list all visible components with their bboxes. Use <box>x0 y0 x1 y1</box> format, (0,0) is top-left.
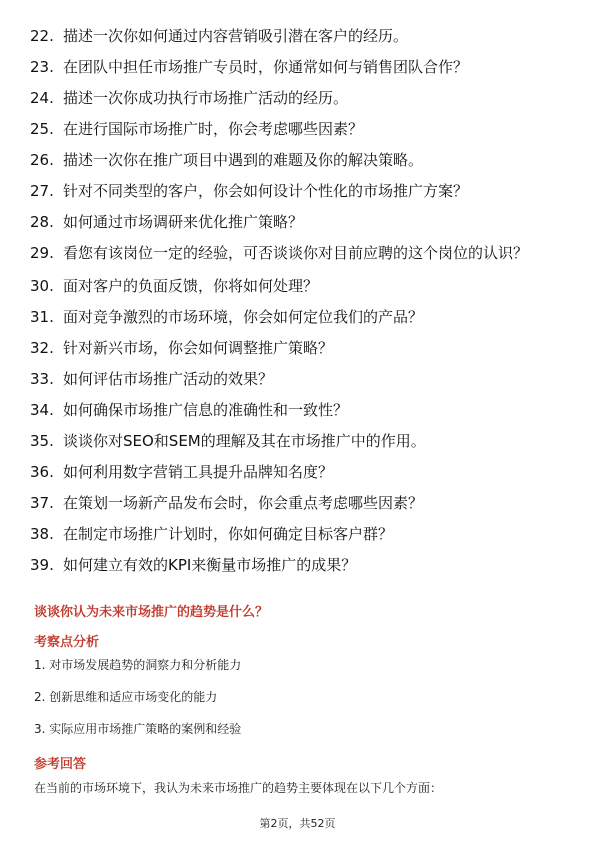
question-number: 29. <box>30 244 54 262</box>
question-text: 面对客户的负面反馈，你将如何处理？ <box>63 277 319 295</box>
question-number: 39. <box>30 556 54 574</box>
question-number: 30. <box>30 277 54 295</box>
question-text: 针对新兴市场，你会如何调整推广策略？ <box>63 339 334 357</box>
question-item <box>30 462 570 482</box>
question-number: 26. <box>30 151 54 169</box>
question-item <box>30 524 570 544</box>
question-text: 如何建立有效的KPI来衡量市场推广的成果？ <box>63 556 357 574</box>
question-item <box>30 307 570 327</box>
analysis-point-list <box>34 657 241 753</box>
featured-question-title: 谈谈你认为未来市场推广的趋势是什么？ <box>34 605 269 620</box>
analysis-heading: 考察点分析 <box>34 635 100 650</box>
question-item <box>30 88 570 108</box>
question-text: 描述一次你如何通过内容营销吸引潜在客户的经历。 <box>63 27 409 45</box>
question-item <box>30 150 570 170</box>
question-item <box>30 212 570 232</box>
question-text: 在策划一场新产品发布会时，你会重点考虑哪些因素？ <box>63 494 424 512</box>
question-number: 22. <box>30 27 54 45</box>
question-text: 看您有该岗位一定的经验，可否谈谈你对目前应聘的这个岗位的认识？ <box>63 244 529 262</box>
question-text: 在进行国际市场推广时，你会考虑哪些因素？ <box>63 120 364 138</box>
question-text: 如何确保市场推广信息的准确性和一致性？ <box>63 401 349 419</box>
analysis-point: 1. 对市场发展趋势的洞察力和分析能力 <box>34 658 242 672</box>
question-number: 31. <box>30 308 54 326</box>
question-item <box>30 181 570 201</box>
page-footer: 第2页，共52页 <box>259 817 336 830</box>
question-text: 如何通过市场调研来优化推广策略？ <box>63 213 304 231</box>
question-item <box>30 338 570 358</box>
question-text: 在团队中担任市场推广专员时，你通常如何与销售团队合作？ <box>63 58 469 76</box>
question-text: 面对竞争激烈的市场环境，你会如何定位我们的产品？ <box>63 308 424 326</box>
analysis-point: 2. 创新思维和适应市场变化的能力 <box>34 690 218 704</box>
question-text: 针对不同类型的客户，你会如何设计个性化的市场推广方案？ <box>63 182 469 200</box>
question-item <box>30 555 570 575</box>
question-text: 描述一次你在推广项目中遇到的难题及你的解决策略。 <box>63 151 424 169</box>
question-item <box>30 276 570 296</box>
question-number: 27. <box>30 182 54 200</box>
question-number: 32. <box>30 339 54 357</box>
question-number: 23. <box>30 58 54 76</box>
question-number: 36. <box>30 463 54 481</box>
question-text: 描述一次你成功执行市场推广活动的经历。 <box>63 89 349 107</box>
question-text: 在制定市场推广计划时，你如何确定目标客户群？ <box>63 525 394 543</box>
question-number: 24. <box>30 89 54 107</box>
question-item <box>30 57 570 77</box>
question-item <box>30 243 570 263</box>
question-text: 如何评估市场推广活动的效果？ <box>63 370 274 388</box>
question-number: 25. <box>30 120 54 138</box>
question-item <box>30 493 570 513</box>
question-number: 35. <box>30 432 54 450</box>
question-number: 38. <box>30 525 54 543</box>
question-number: 33. <box>30 370 54 388</box>
question-number: 34. <box>30 401 54 419</box>
reference-heading: 参考回答 <box>34 757 87 772</box>
question-item <box>30 400 570 420</box>
analysis-point: 3. 实际应用市场推广策略的案例和经验 <box>34 722 242 736</box>
question-text: 谈谈你对SEO和SEM的理解及其在市场推广中的作用。 <box>63 432 426 450</box>
question-item <box>30 26 570 46</box>
question-item <box>30 369 570 389</box>
question-item <box>30 119 570 139</box>
question-list <box>30 26 570 586</box>
question-text: 如何利用数字营销工具提升品牌知名度？ <box>63 463 334 481</box>
reference-answer-intro: 在当前的市场环境下，我认为未来市场推广的趋势主要体现在以下几个方面： <box>34 781 443 795</box>
question-item <box>30 431 570 451</box>
question-number: 28. <box>30 213 54 231</box>
question-number: 37. <box>30 494 54 512</box>
